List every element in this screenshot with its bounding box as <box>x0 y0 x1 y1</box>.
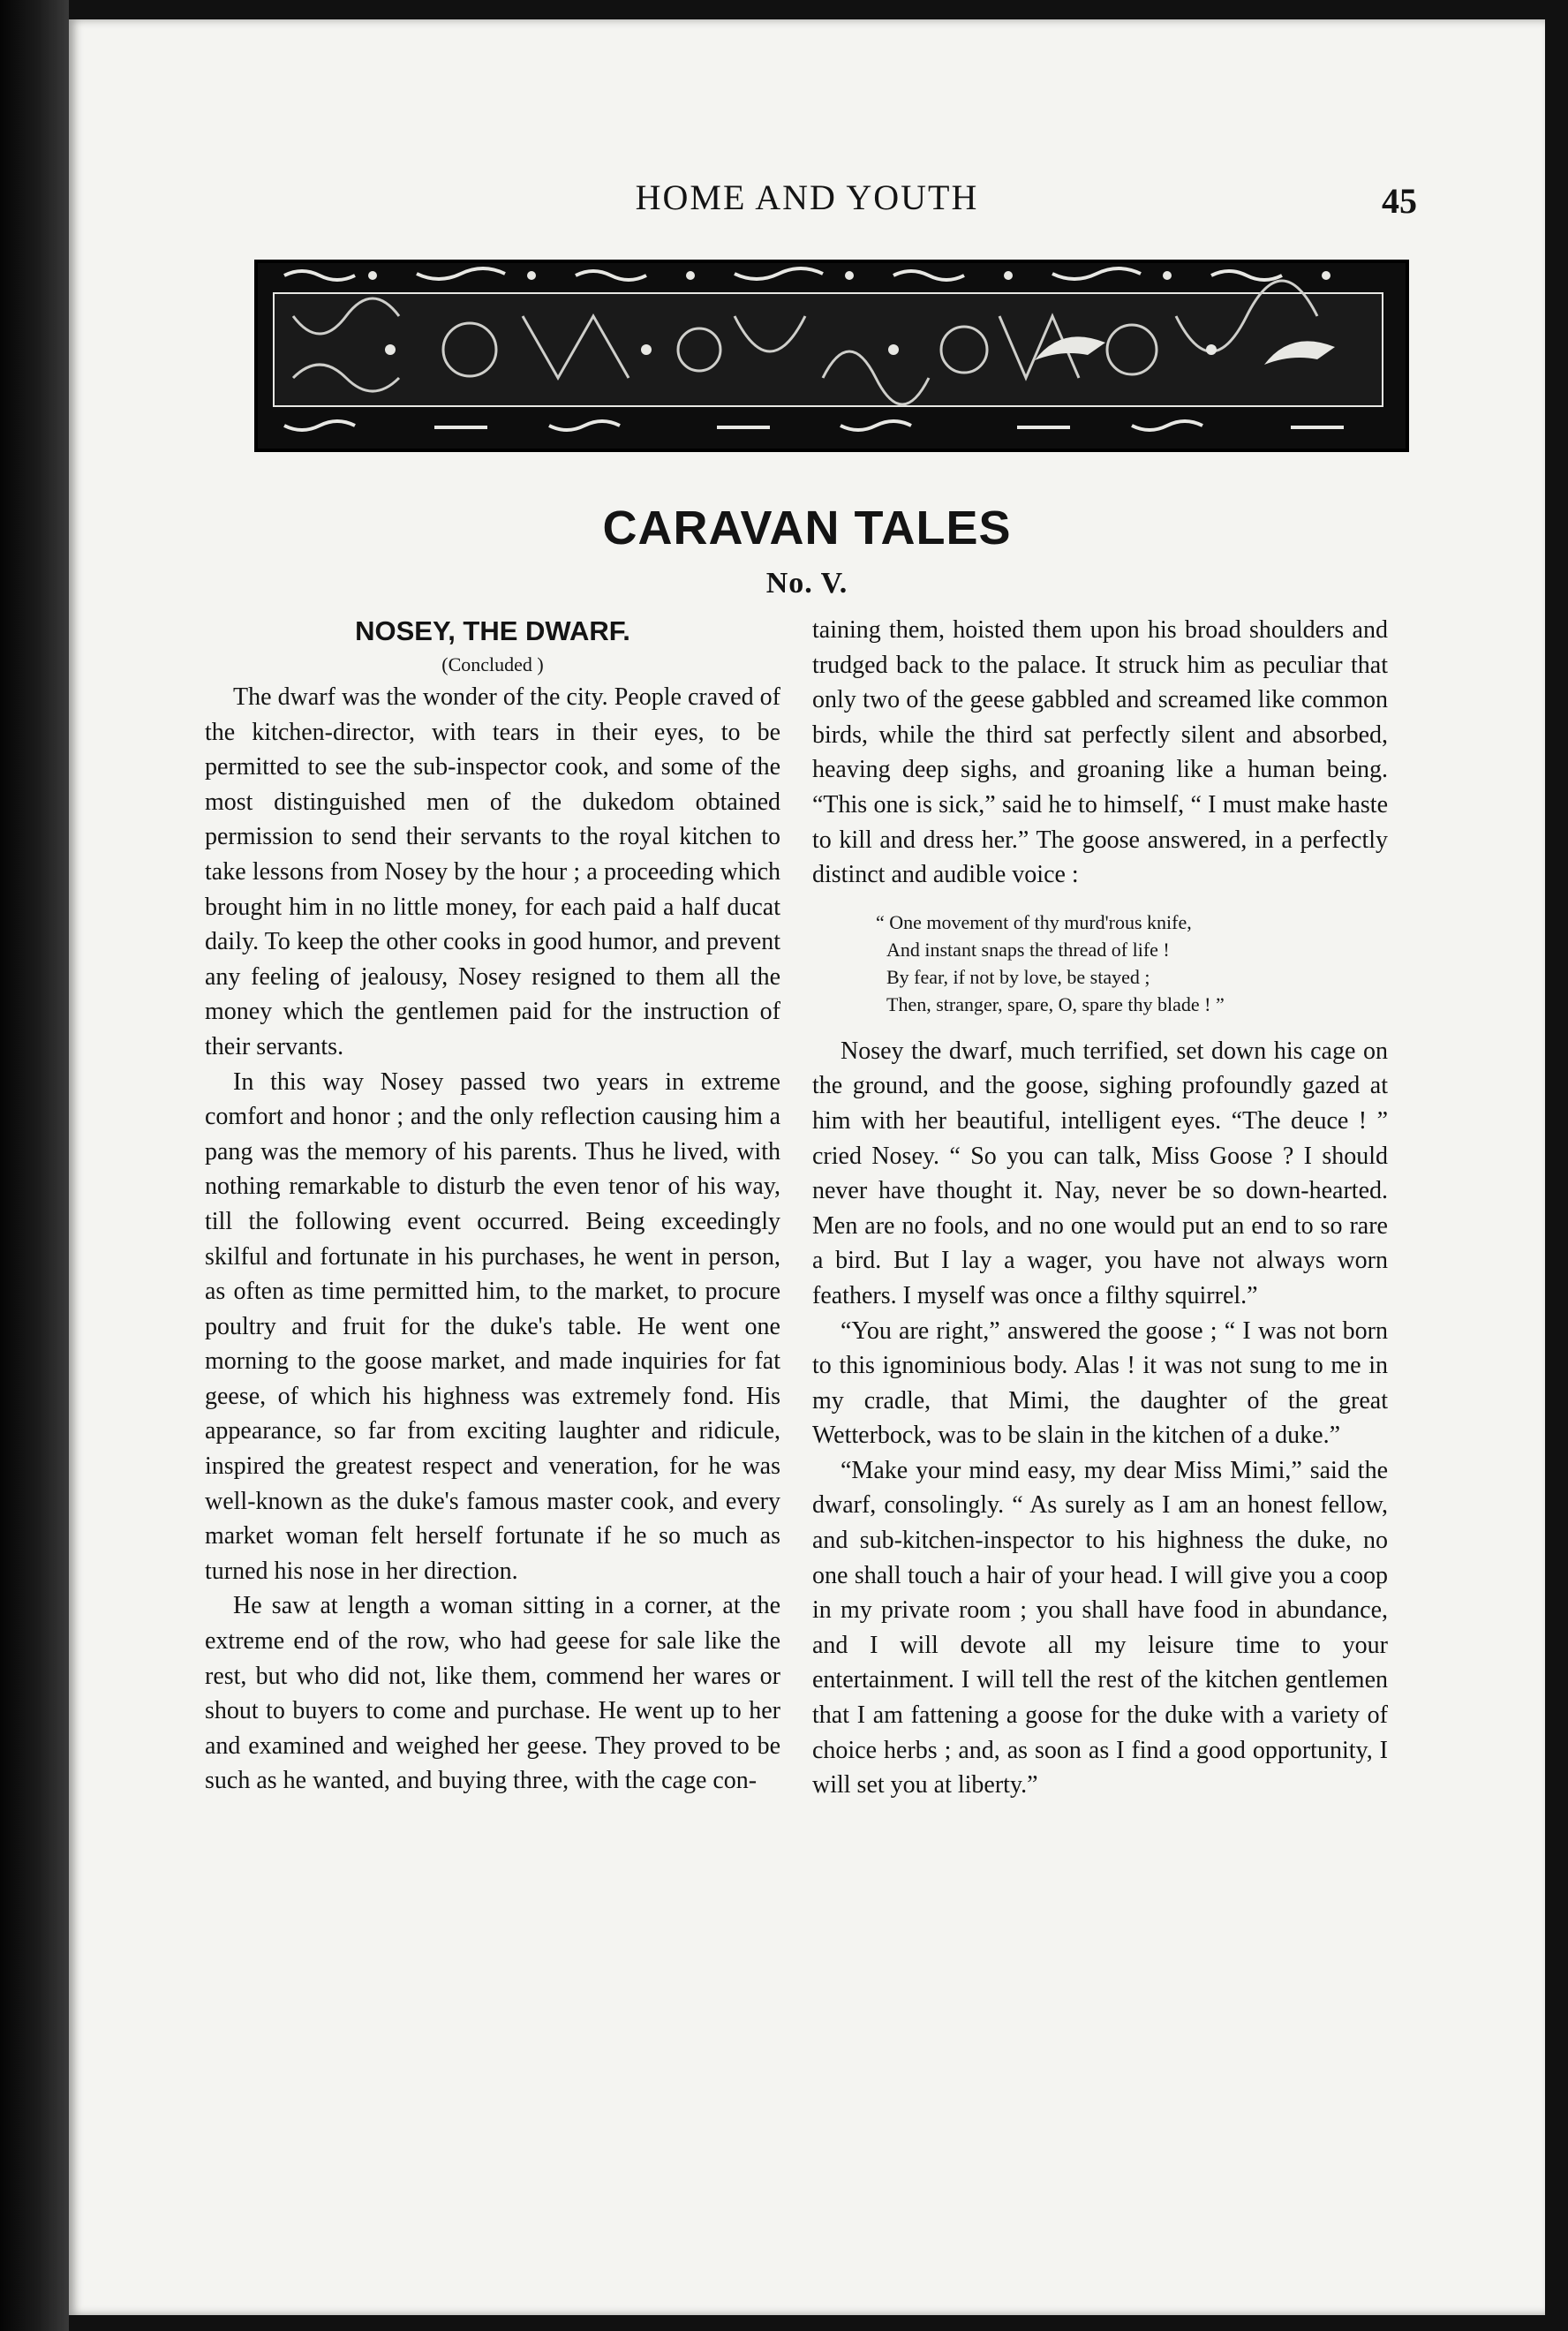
paragraph: He saw at length a woman sitting in a corner, at the extreme end of the row, who had geese for sale like the rest, but who did not, like them, commend her wares or shout to buyers to come and purchase. He went up to her and examined and weighed her geese. They proved to be such as he wanted, and buying three, with the cage con- <box>205 1592 780 1795</box>
verse-line: Then, stranger, spare, O, spare thy blade ! ” <box>886 992 1225 1015</box>
running-title: HOME AND YOUTH <box>635 177 979 217</box>
verse-line: And instant snaps the thread of life ! <box>886 938 1170 961</box>
running-header <box>69 177 1545 230</box>
magazine-page <box>69 19 1545 2315</box>
story-note: (Concluded ) <box>441 653 544 675</box>
paragraph-continuation: taining them, hoisted them upon his broad shoulders and trudged back to the palace. It struck him as peculiar that only two of the geese gabbled and screamed like common birds, while the third sat perfectly silent and absorbed, heaving deep sighs, and groaning like a human being. “This one is sick,” said he to himself, “ I must make haste to kill and dress her.” The goose answered, in a perfectly distinct and audible voice : <box>812 616 1388 889</box>
decorative-banner <box>254 260 1409 452</box>
paragraph: Nosey the dwarf, much terrified, set down his cage on the ground, and the goose, sighing profoundly gazed at him with her beautiful, intelligent eyes. “The deuce ! ” cried Nosey. “ So you can talk, Miss Goose ? I should never have thought it. Nay, never be so down-hearted. Men are no fools, and no one would put an end to so rare a bird. But I lay a wager, you have not always worn feathers. I myself was once a filthy squirrel.” <box>812 1037 1388 1309</box>
page-number: 45 <box>1382 181 1417 221</box>
paragraph: The dwarf was the wonder of the city. People craved of the kitchen-director, with tears in their eyes, to be permitted to see the sub-inspector cook, and some of the most distinguished men of the dukedom obtained permission to send their servants to the royal kitchen to take lessons from Nosey by the hour ; a proceeding which brought him in no little money, for each paid a half ducat daily. To keep the other cooks in good humor, and prevent any feeling of jealousy, Nosey resigned to them all the money which the gentlemen paid for the instruction of their servants. <box>205 683 780 1060</box>
article-title: CARAVAN TALES <box>602 502 1012 554</box>
verse-line: “ One movement of thy murd'rous knife, <box>876 910 1192 933</box>
left-column <box>205 613 780 1799</box>
issue-number: No. V. <box>765 567 848 600</box>
paragraph: “You are right,” answered the goose ; “ I was not born to this ignominious body. Alas ! it was not sung to me in my cradle, that Mimi, the daughter of the great Wetterbock, was to be slain in the kitchen of a duke.” <box>812 1316 1388 1450</box>
verse-block <box>876 909 1388 1018</box>
story-title: NOSEY, THE DWARF. <box>355 615 630 646</box>
right-column <box>812 613 1388 1803</box>
verse-line: By fear, if not by love, be stayed ; <box>886 965 1150 988</box>
paragraph: In this way Nosey passed two years in extreme comfort and honor ; and the only reflection causing him a pang was the memory of his parents. Thus he lived, with nothing remarkable to disturb the even tenor of his way, till the following event occurred. Being exceedingly skilful and fortunate in his purchases, he went in person, as often as time permitted him, to the market, to procure poultry and fruit for the duke's table. He went one morning to the goose market, and made inquiries for fat geese, of which his highness was extremely fond. His appearance, so far from exciting laughter and ridicule, inspired the greatest respect and veneration, for he was well-known as the duke's famous master cook, and every market woman felt herself fortunate if he so much as turned his nose in her direction. <box>205 1067 780 1585</box>
page-gutter-shadow <box>0 0 69 2331</box>
ornament-illustration <box>258 263 1398 441</box>
paragraph: “Make your mind easy, my dear Miss Mimi,” said the dwarf, consolingly. “ As surely as I am an honest fellow, and sub-kitchen-inspector to his highness the duke, no one shall touch a hair of your head. I will give you a coop in my private room ; you shall have food in abundance, and I will devote all my leisure time to your entertainment. I will tell the rest of the kitchen gentlemen that I am fattening a goose for the duke with a variety of choice herbs ; and, as soon as I find a good opportunity, I will set you at liberty.” <box>812 1456 1388 1799</box>
